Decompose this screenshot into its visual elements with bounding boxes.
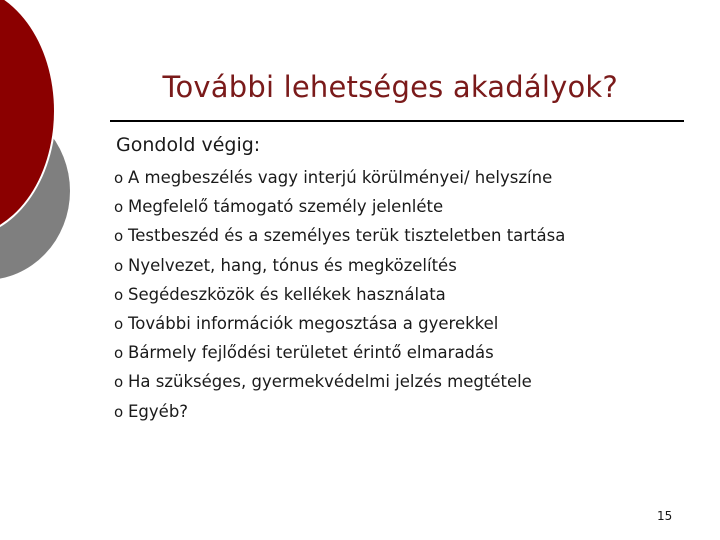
list-item (114, 400, 565, 429)
list-item-text: Megfelelő támogató személy jelenléte (128, 197, 444, 217)
bullet-circle-icon: o (114, 227, 124, 246)
bullet-circle-icon: o (114, 285, 124, 304)
list-item (114, 254, 565, 283)
slide-title: További lehetséges akadályok? (162, 70, 618, 104)
list-item (114, 312, 565, 341)
list-item-text: Segédeszközök és kellékek használata (128, 284, 446, 304)
list-item (114, 370, 565, 399)
list-item (114, 195, 565, 224)
bullet-list (114, 166, 565, 429)
list-item-text: Nyelvezet, hang, tónus és megközelítés (128, 255, 457, 275)
bullet-circle-icon: o (114, 169, 124, 187)
bullet-circle-icon: o (114, 314, 124, 333)
list-item-text: További információk megosztása a gyerekkel (128, 313, 499, 333)
list-item-text: Testbeszéd és a személyes terük tiszteletben tartása (128, 226, 566, 246)
bullet-circle-icon: o (114, 402, 124, 421)
list-item-text: Bármely fejlődési területet érintő elmaradás (128, 343, 494, 363)
list-item (114, 224, 565, 253)
bullet-circle-icon: o (114, 373, 124, 392)
list-item-text: A megbeszélés vagy interjú körülményei/ helyszíne (128, 168, 553, 187)
title-divider (110, 120, 684, 122)
list-item (114, 341, 565, 370)
bullet-circle-icon: o (114, 256, 124, 275)
page-number: 15 (657, 509, 673, 523)
bullet-circle-icon: o (114, 198, 124, 217)
list-item (114, 166, 565, 195)
slide-subtitle: Gondold végig: (116, 134, 261, 156)
bullet-circle-icon: o (114, 344, 124, 363)
list-item-text: Ha szükséges, gyermekvédelmi jelzés megtétele (128, 372, 532, 392)
list-item-text: Egyéb? (128, 401, 189, 421)
list-item (114, 283, 565, 312)
